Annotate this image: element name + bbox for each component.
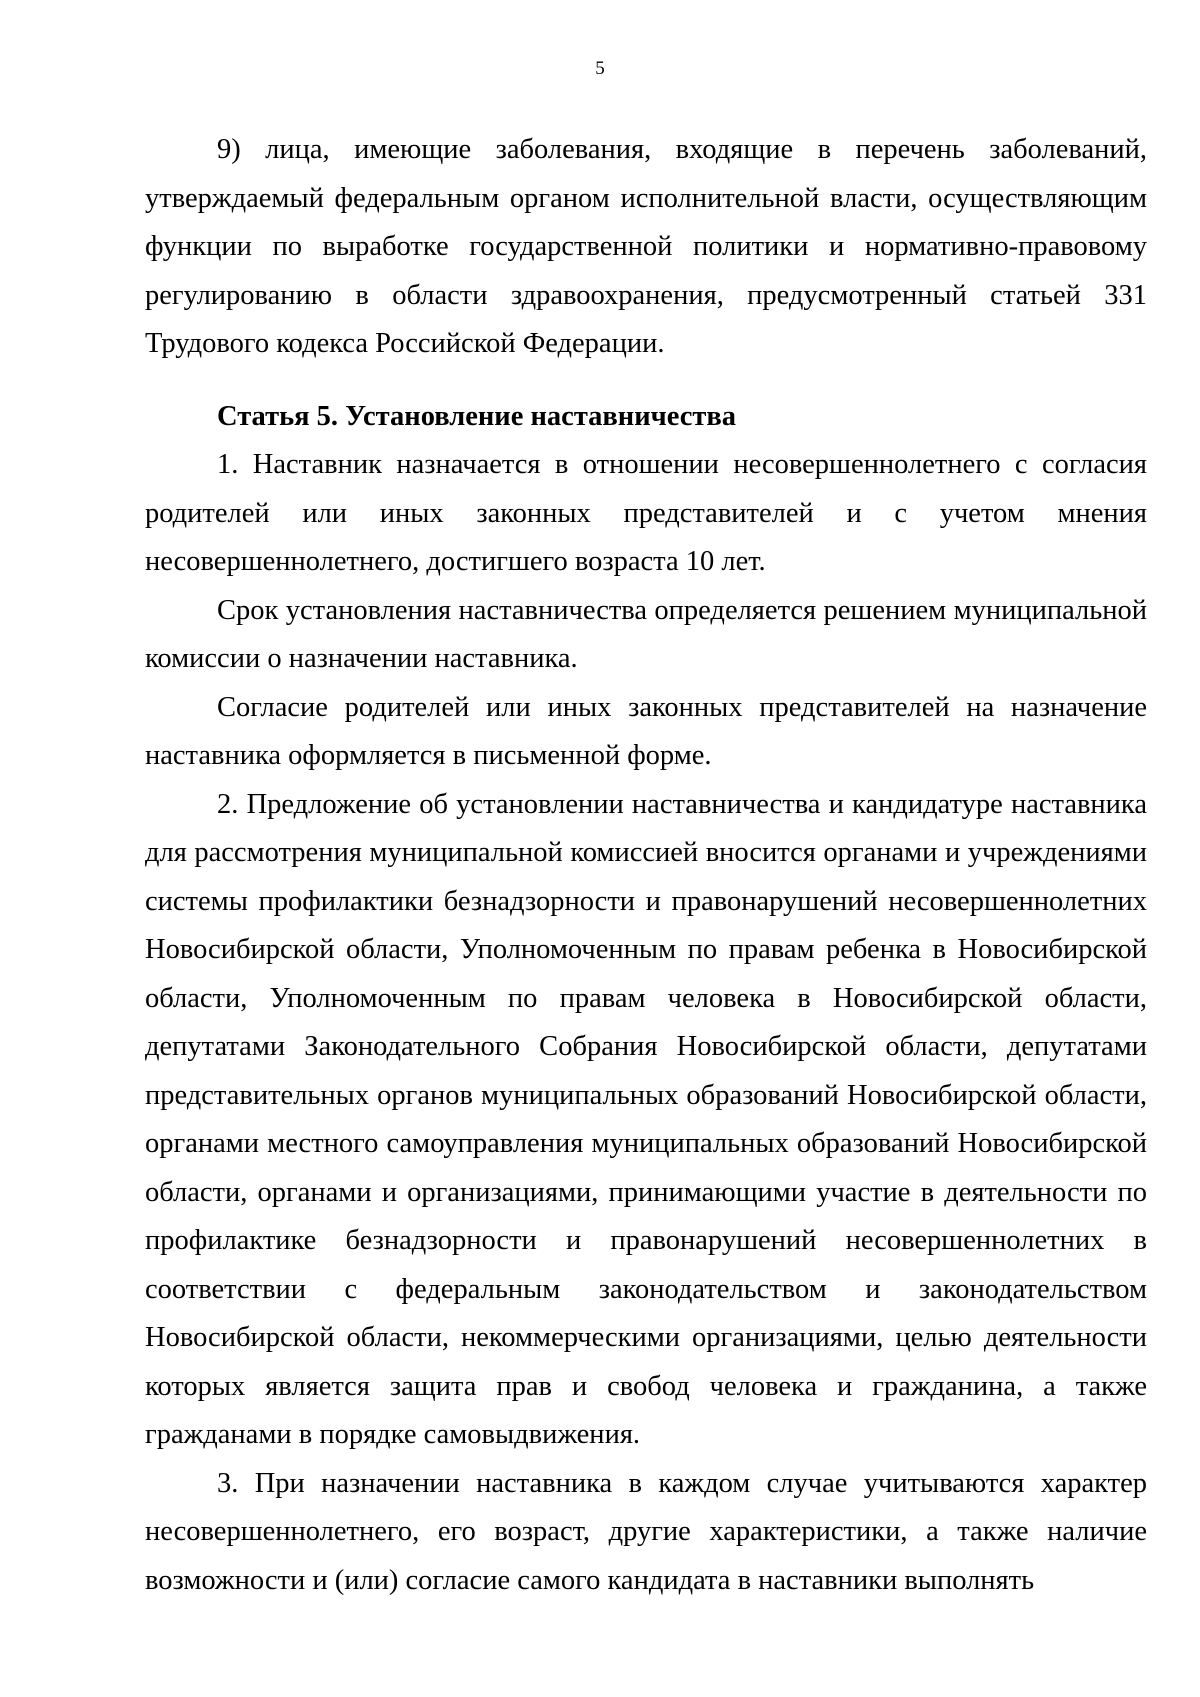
section-spacer xyxy=(145,369,1147,393)
paragraph-item-9: 9) лица, имеющие заболевания, входящие в перечень заболеваний, утверждаемый федеральным органом исполнительной власти, осуществляющим функции по выработке государственной политики и нормативно-правовому регулированию в области здравоохранения, предусмотренный статьей 331 Трудового кодекса Российской Федерации. xyxy=(145,134,1147,359)
paragraph-2: 2. Предложение об установлении наставничества и кандидатуре наставника для рассмотрения муниципальной комиссией вносится органами и учреждениями системы профилактики безнадзорности и правонарушений несовершеннолетних Новосибирской области, Уполномоченным по правам ребенка в Новосибирской области, Уполномоченным по правам человека в Новосибирской области, депутатами Законодательного Собрания Новосибирской области, депутатами представительных органов муниципальных образований Новосибирской области, органами местного самоуправления муниципальных образований Новосибирской области, органами и организациями, принимающими участие в деятельности по профилактике безнадзорности и правонарушений несовершеннолетних в соответствии с федеральным законодательством и законодательством Новосибирской области, некоммерческими организациями, целью деятельности которых является защита прав и свобод человека и гражданина, а также гражданами в порядке самовыдвижения. xyxy=(145,788,1147,1450)
paragraph-1: 1. Наставник назначается в отношении несовершеннолетнего с согласия родителей или иных законных представителей и с учетом мнения несовершеннолетнего, достигшего возраста 10 лет. xyxy=(145,449,1147,577)
page-number: 5 xyxy=(595,58,605,79)
article-heading: Статья 5. Установление наставничества xyxy=(217,400,737,432)
paragraph-consent: Согласие родителей или иных законных представителей на назначение наставника оформляется в письменной форме. xyxy=(145,691,1147,771)
paragraph-3: 3. При назначении наставника в каждом случае учитываются характер несовершеннолетнего, его возраст, другие характеристики, а также наличие возможности и (или) согласие самого кандидата в наставники выполнять xyxy=(145,1467,1147,1596)
document-body xyxy=(145,126,1147,1605)
paragraph-term: Срок установления наставничества определяется решением муниципальной комиссии о назначении наставника. xyxy=(145,594,1147,674)
